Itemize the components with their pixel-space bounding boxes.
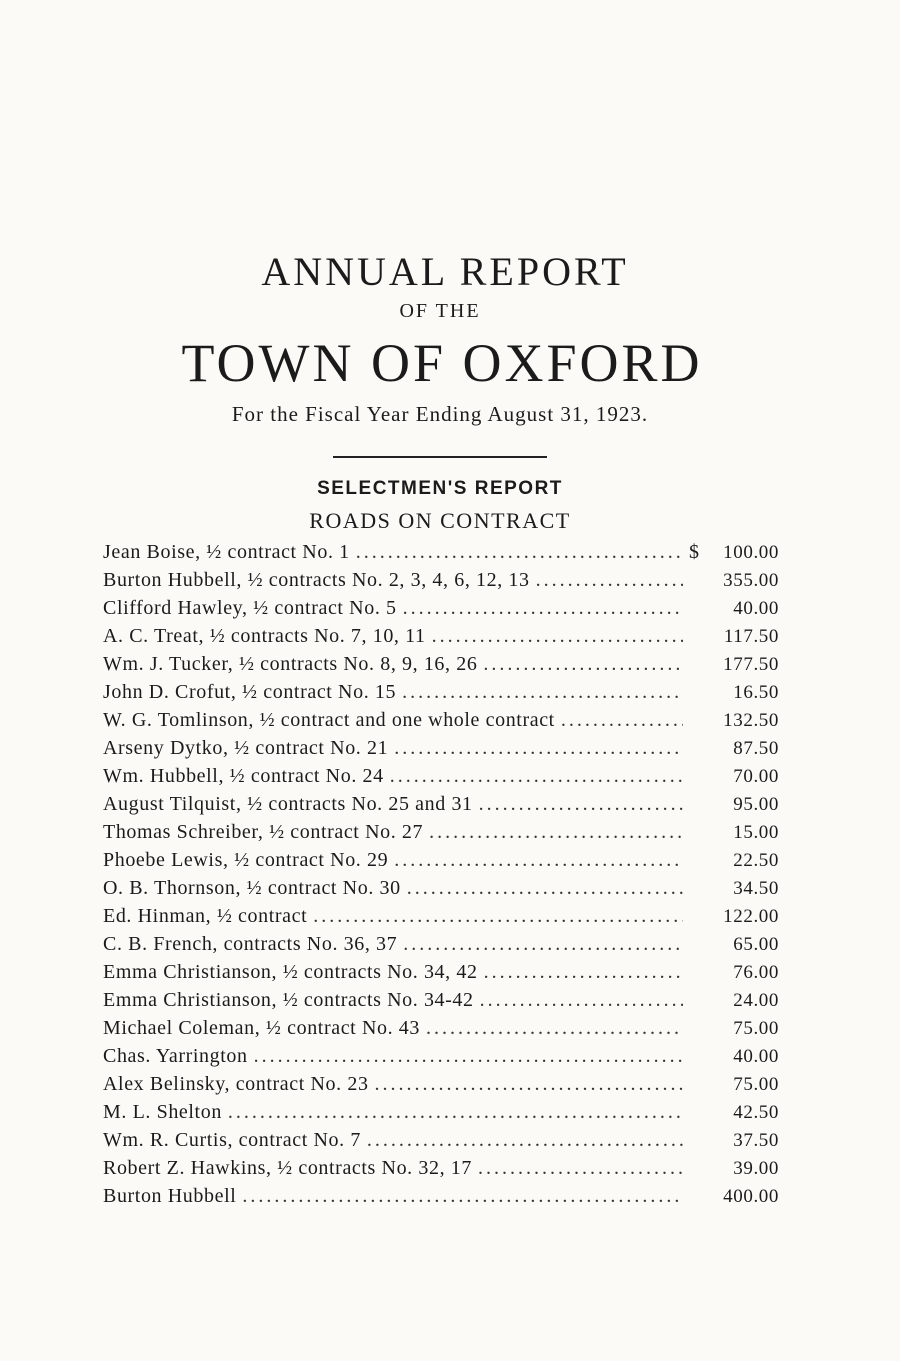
entry-amount: 37.50 — [733, 1130, 779, 1151]
fiscal-year-line: For the Fiscal Year Ending August 31, 1923. — [231, 402, 649, 426]
list-item — [103, 961, 779, 989]
entry-amount: 22.50 — [733, 850, 779, 871]
entry-name: Clifford Hawley, ½ contract No. 5 — [103, 597, 397, 619]
entry-amount: 355.00 — [723, 570, 779, 591]
entry-amount: 132.50 — [723, 710, 779, 731]
entry-amount: 122.00 — [723, 906, 779, 927]
dot-leader — [483, 653, 683, 676]
dot-leader — [536, 569, 683, 592]
list-item — [103, 1073, 779, 1101]
entry-name: Emma Christianson, ½ contracts No. 34-42 — [103, 989, 474, 1011]
dot-leader — [390, 765, 683, 788]
entry-amount: 40.00 — [733, 598, 779, 619]
list-item — [103, 821, 779, 849]
list-item — [103, 989, 779, 1017]
entry-name: M. L. Shelton — [103, 1101, 222, 1123]
dot-leader — [561, 709, 683, 732]
entry-name: Wm. Hubbell, ½ contract No. 24 — [103, 765, 384, 787]
dot-leader — [426, 1017, 683, 1040]
entry-name: John D. Crofut, ½ contract No. 15 — [103, 681, 397, 703]
entry-amount: 76.00 — [733, 962, 779, 983]
town-name-title: TOWN OF OXFORD — [181, 333, 703, 393]
entry-amount: 24.00 — [733, 990, 779, 1011]
entry-name: Michael Coleman, ½ contract No. 43 — [103, 1017, 420, 1039]
dot-leader — [394, 849, 683, 872]
entry-name: Robert Z. Hawkins, ½ contracts No. 32, 17 — [103, 1157, 472, 1179]
list-item — [103, 877, 779, 905]
list-item — [103, 541, 779, 569]
entry-amount: 40.00 — [733, 1046, 779, 1067]
entry-name: Chas. Yarrington — [103, 1045, 248, 1067]
entry-name: C. B. French, contracts No. 36, 37 — [103, 933, 398, 955]
entry-name: Arseny Dytko, ½ contract No. 21 — [103, 737, 389, 759]
dot-leader — [432, 625, 683, 648]
list-item — [103, 1101, 779, 1129]
dot-leader — [484, 961, 683, 984]
entry-amount: 400.00 — [723, 1186, 779, 1207]
dot-leader — [254, 1045, 683, 1068]
report-title: ANNUAL REPORT — [261, 249, 629, 294]
list-item — [103, 765, 779, 793]
entry-amount: 75.00 — [733, 1018, 779, 1039]
entry-amount: 75.00 — [733, 1074, 779, 1095]
report-title-connector: OF THE — [399, 300, 481, 322]
list-item — [103, 849, 779, 877]
entry-amount: 70.00 — [733, 766, 779, 787]
list-item — [103, 1157, 779, 1185]
divider-rule — [333, 456, 547, 458]
list-item — [103, 1017, 779, 1045]
list-item — [103, 653, 779, 681]
entry-amount: 42.50 — [733, 1102, 779, 1123]
list-item — [103, 625, 779, 653]
dot-leader — [479, 793, 683, 816]
list-item — [103, 1045, 779, 1073]
entry-name: Emma Christianson, ½ contracts No. 34, 42 — [103, 961, 478, 983]
dot-leader — [356, 541, 683, 564]
entry-amount: 100.00 — [723, 542, 779, 563]
dot-leader — [402, 681, 683, 704]
contract-entries-list — [103, 541, 779, 1213]
list-item — [103, 1129, 779, 1157]
dot-leader — [242, 1185, 683, 1208]
dot-leader — [480, 989, 683, 1012]
entry-name: W. G. Tomlinson, ½ contract and one whole contract — [103, 709, 555, 731]
dot-leader — [367, 1129, 683, 1152]
dot-leader — [429, 821, 683, 844]
entry-name: O. B. Thornson, ½ contract No. 30 — [103, 877, 401, 899]
list-item — [103, 793, 779, 821]
list-item — [103, 737, 779, 765]
list-item — [103, 933, 779, 961]
dot-leader — [407, 877, 683, 900]
entry-amount: 39.00 — [733, 1158, 779, 1179]
dot-leader — [403, 597, 683, 620]
entry-name: Alex Belinsky, contract No. 23 — [103, 1073, 369, 1095]
subsection-title: ROADS ON CONTRACT — [309, 508, 571, 533]
entry-name: Wm. J. Tucker, ½ contracts No. 8, 9, 16, 26 — [103, 653, 478, 675]
dot-leader — [403, 933, 683, 956]
entry-amount: 34.50 — [733, 878, 779, 899]
list-item — [103, 681, 779, 709]
entry-amount: 65.00 — [733, 934, 779, 955]
list-item — [103, 905, 779, 933]
dot-leader — [228, 1101, 683, 1124]
entry-amount: 117.50 — [723, 626, 779, 647]
list-item — [103, 1185, 779, 1213]
dot-leader — [313, 905, 683, 928]
entry-name: Burton Hubbell, ½ contracts No. 2, 3, 4, 6, 12, 13 — [103, 569, 530, 591]
entry-name: Thomas Schreiber, ½ contract No. 27 — [103, 821, 424, 843]
section-title: SELECTMEN'S REPORT — [317, 478, 563, 499]
entry-name: A. C. Treat, ½ contracts No. 7, 10, 11 — [103, 625, 426, 647]
entry-amount: 87.50 — [733, 738, 779, 759]
dollar-sign: $ — [689, 541, 700, 563]
list-item — [103, 569, 779, 597]
entry-name: Jean Boise, ½ contract No. 1 — [103, 541, 350, 563]
entry-name: Ed. Hinman, ½ contract — [103, 905, 308, 927]
dot-leader — [394, 737, 683, 760]
entry-amount: 177.50 — [723, 654, 779, 675]
list-item — [103, 709, 779, 737]
entry-name: Wm. R. Curtis, contract No. 7 — [103, 1129, 361, 1151]
entry-amount: 15.00 — [733, 822, 779, 843]
entry-amount: 95.00 — [733, 794, 779, 815]
dot-leader — [375, 1073, 683, 1096]
entry-name: Phoebe Lewis, ½ contract No. 29 — [103, 849, 389, 871]
entry-amount: 16.50 — [733, 682, 779, 703]
entry-name: Burton Hubbell — [103, 1185, 237, 1207]
entry-name: August Tilquist, ½ contracts No. 25 and 31 — [103, 793, 473, 815]
dot-leader — [478, 1157, 683, 1180]
list-item — [103, 597, 779, 625]
